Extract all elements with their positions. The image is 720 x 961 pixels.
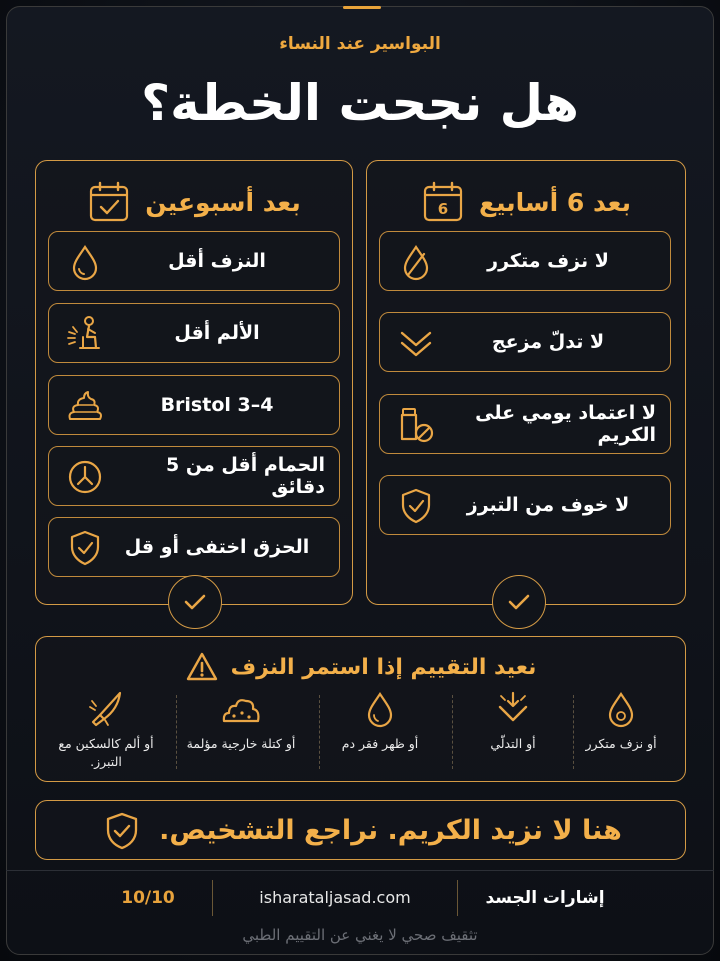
list-item [48, 375, 340, 435]
six-weeks-title: بعد 6 أسابيع [479, 187, 631, 217]
brand-name: إشارات الجسد [485, 888, 605, 908]
drop-icon [65, 242, 105, 282]
footer-separator [212, 880, 213, 916]
clock-icon [65, 457, 105, 497]
six-weeks-panel [366, 160, 686, 605]
no-cream-icon [396, 405, 436, 445]
warning-icon [185, 651, 219, 683]
website-link[interactable]: isharataljasad.com [259, 888, 411, 907]
symptom-label: أو كتلة خارجية مؤلمة [186, 736, 296, 751]
check-icon [505, 588, 533, 616]
two-weeks-check-badge [168, 575, 222, 629]
item-label: لا تدلّ مزعج [491, 331, 605, 353]
reassess-panel [35, 636, 686, 782]
page-title: هل نجحت الخطة؟ [141, 74, 579, 132]
page-number: 10/10 [121, 888, 175, 908]
symptom-item [44, 689, 168, 775]
divider [176, 695, 177, 769]
calendar-six-icon [421, 180, 465, 224]
list-item [48, 446, 340, 506]
six-weeks-header [367, 177, 685, 227]
symptom-label: أو نزف متكرر [585, 736, 657, 751]
drop-icon [601, 689, 641, 729]
divider [452, 695, 453, 769]
six-weeks-check-badge [492, 575, 546, 629]
prolapse-arrow-icon [493, 689, 533, 729]
top-accent-bar [343, 6, 381, 9]
item-label: لا اعتماد يومي على الكريم [475, 402, 656, 446]
item-label: Bristol 3–4 [160, 394, 274, 416]
footer-separator [457, 880, 458, 916]
symptom-item [179, 689, 303, 775]
list-item [48, 517, 340, 577]
item-label: النزف أقل [168, 250, 266, 272]
list-item [48, 231, 340, 291]
stool-icon [65, 386, 105, 426]
disclaimer: تثقيف صحي لا يغني عن التقييم الطبي [242, 926, 478, 944]
list-item [379, 394, 671, 454]
symptom-label: أو التدلّي [490, 736, 536, 751]
list-item [379, 312, 671, 372]
item-label: الألم أقل [174, 322, 260, 344]
item-label: لا نزف متكرر [487, 250, 609, 272]
symptom-label: أو ظهر فقر دم [341, 736, 419, 751]
symptom-item [559, 689, 683, 775]
knife-icon [86, 689, 126, 729]
sitting-pain-icon [65, 314, 105, 354]
two-weeks-title: بعد أسبوعين [145, 187, 301, 217]
two-weeks-header [36, 177, 352, 227]
shield-check-icon [396, 486, 436, 526]
calendar-number: 6 [437, 200, 449, 218]
footer-divider [6, 870, 714, 871]
divider [319, 695, 320, 769]
item-label: الحزق اختفى أو قل [124, 536, 310, 558]
footer [0, 880, 720, 916]
symptom-label: أو ألم كالسكين مع التبرز. [58, 736, 154, 770]
calendar-check-icon [87, 180, 131, 224]
symptom-item [451, 689, 575, 775]
conclusion-text: هنا لا نزيد الكريم. نراجع التشخيص. [159, 814, 622, 846]
blood-drop-icon [360, 689, 400, 729]
no-drop-icon [396, 242, 436, 282]
symptom-item [318, 689, 442, 775]
reassess-header [36, 647, 685, 687]
conclusion-bar [35, 800, 686, 860]
list-item [379, 231, 671, 291]
shield-check-icon [65, 528, 105, 568]
list-item [379, 475, 671, 535]
item-label: لا خوف من التبرز [466, 494, 630, 516]
lump-icon [221, 689, 261, 729]
reassess-title: نعيد التقييم إذا استمر النزف [230, 654, 537, 680]
chevrons-down-icon [396, 323, 436, 363]
two-weeks-panel [35, 160, 353, 605]
check-icon [181, 588, 209, 616]
list-item [48, 303, 340, 363]
subtitle: البواسير عند النساء [279, 34, 441, 54]
item-label: الحمام أقل من 5 دقائق [166, 454, 325, 498]
